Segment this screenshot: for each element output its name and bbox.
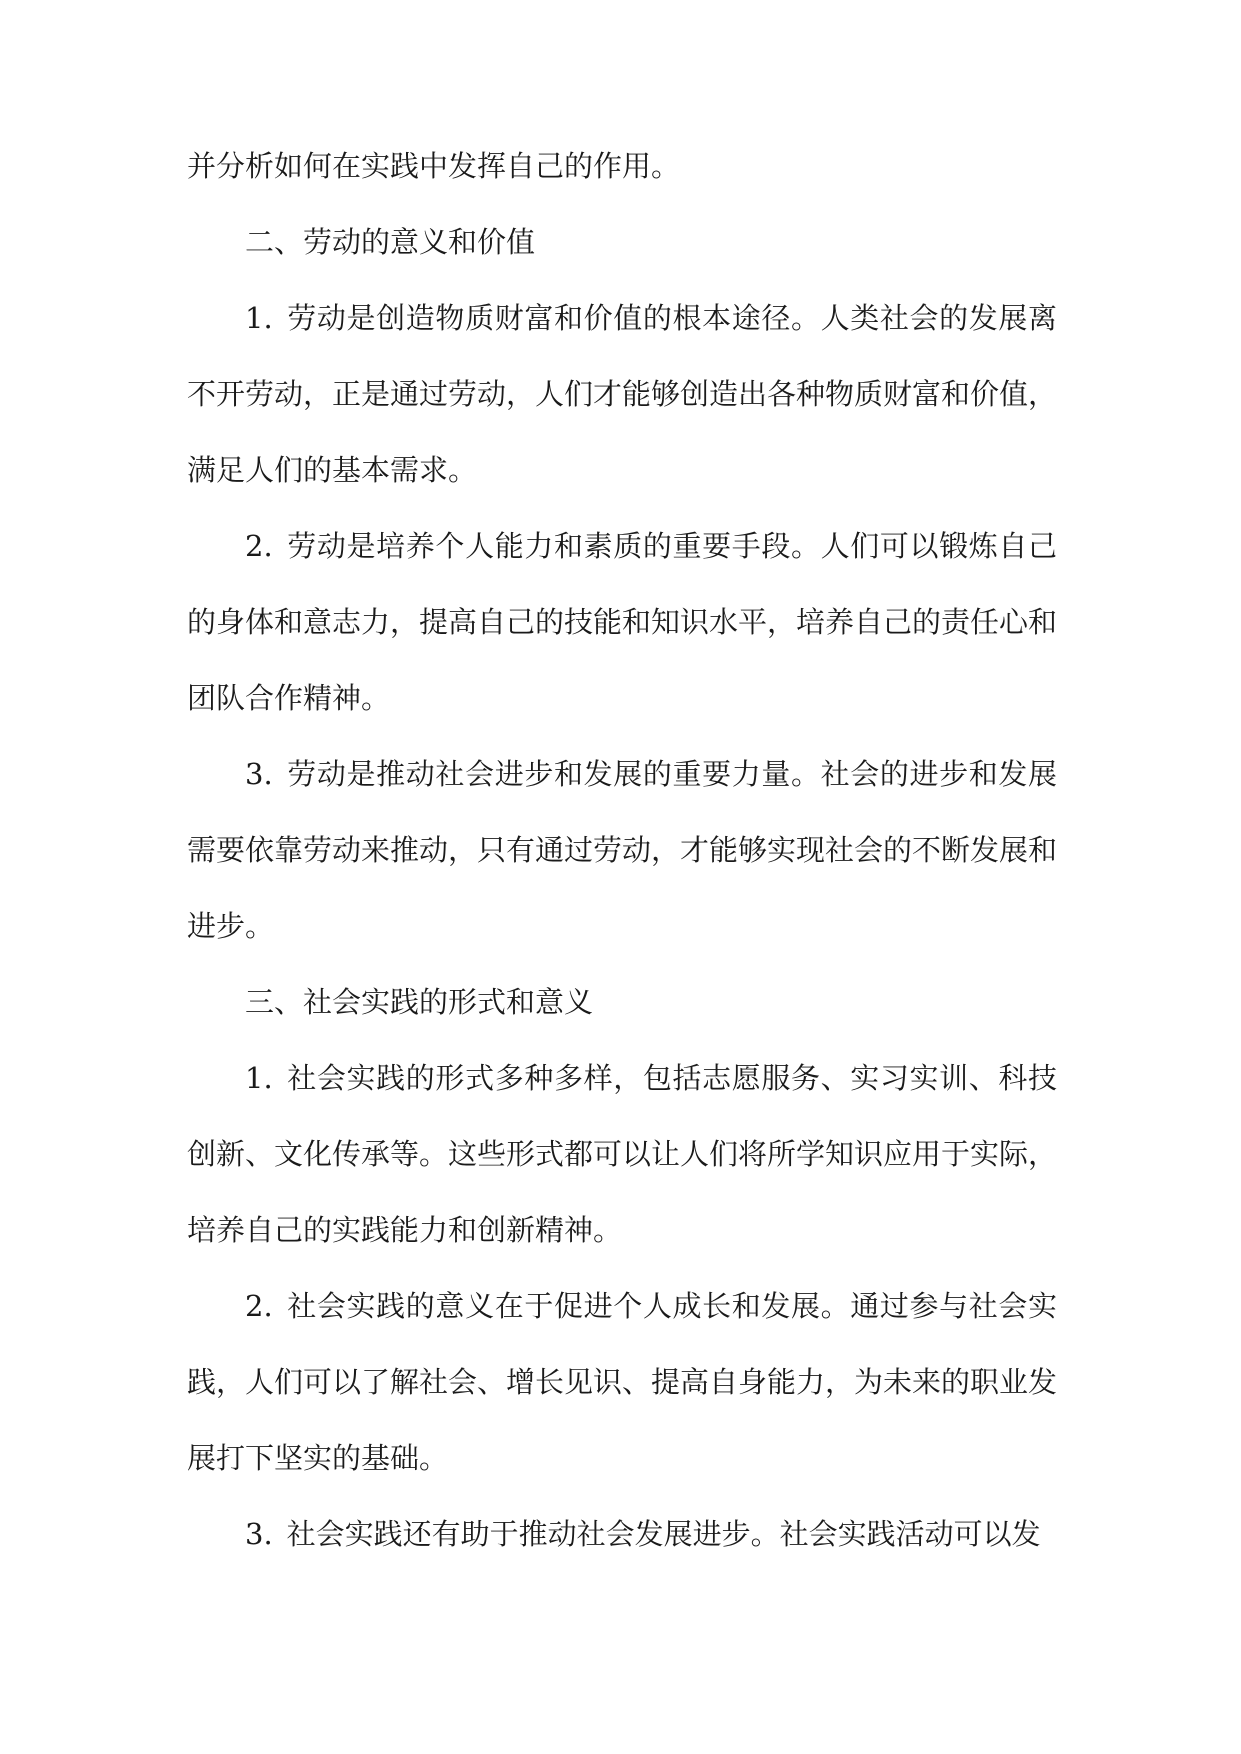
item-number: 2. [245,529,273,563]
section-heading-practice [187,964,1057,1040]
list-item-labor-3 [187,736,1057,964]
item-text: 社会实践的形式多种多样，包括志愿服务、实习实训、科技创新、文化传承等。这些形式都可以让人们将所学知识应用于实际，培养自己的实践能力和创新精神。 [187,1061,1058,1247]
list-item-practice-2 [187,1268,1057,1496]
item-number: 3. [245,757,273,791]
paragraph-continuation [187,128,1057,204]
item-text: 劳动是培养个人能力和素质的重要手段。人们可以锻炼自己的身体和意志力，提高自己的技能和知识水平，培养自己的责任心和团队合作精神。 [187,529,1058,715]
heading-text: 三、社会实践的形式和意义 [245,985,594,1019]
list-item-labor-2 [187,508,1057,736]
list-item-practice-3 [187,1496,1057,1572]
item-text: 社会实践的意义在于促进个人成长和发展。通过参与社会实践，人们可以了解社会、增长见识、提高自身能力，为未来的职业发展打下坚实的基础。 [187,1289,1058,1475]
heading-text: 二、劳动的意义和价值 [245,225,536,259]
document-body [187,128,1057,1572]
item-text: 劳动是创造物质财富和价值的根本途径。人类社会的发展离不开劳动，正是通过劳动，人们才能够创造出各种物质财富和价值，满足人们的基本需求。 [187,301,1058,487]
section-heading-labor [187,204,1057,280]
item-number: 1. [245,301,273,335]
paragraph-text: 并分析如何在实践中发挥自己的作用。 [187,149,681,183]
item-text: 社会实践还有助于推动社会发展进步。社会实践活动可以发 [286,1517,1041,1551]
item-number: 3. [245,1517,273,1551]
item-number: 1. [245,1061,273,1095]
list-item-labor-1 [187,280,1057,508]
item-number: 2. [245,1289,273,1323]
list-item-practice-1 [187,1040,1057,1268]
item-text: 劳动是推动社会进步和发展的重要力量。社会的进步和发展需要依靠劳动来推动，只有通过劳动，才能够实现社会的不断发展和进步。 [187,757,1058,943]
